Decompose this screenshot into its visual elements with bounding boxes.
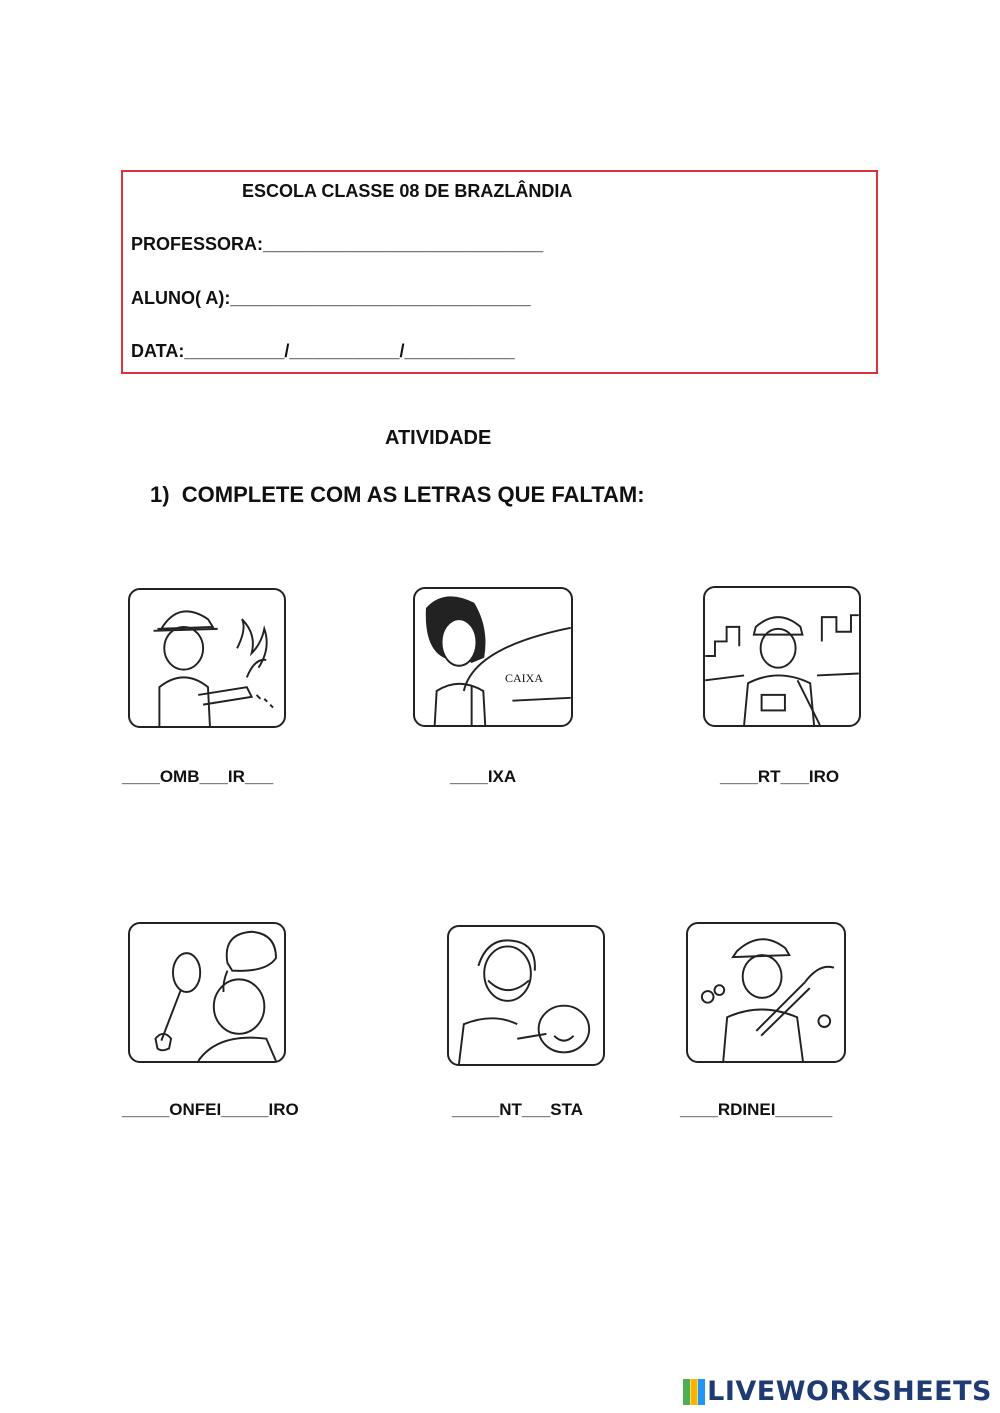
brand-name: LIVEWORKSHEETS	[707, 1376, 992, 1407]
school-name: ESCOLA CLASSE 08 DE BRAZLÂNDIA	[242, 181, 573, 201]
firefighter-picture	[128, 588, 286, 728]
word-blank-1[interactable]: ____OMB___IR___	[122, 767, 274, 786]
date-field[interactable]: DATA:__________/___________/___________	[131, 341, 515, 361]
cashier-picture	[413, 587, 573, 727]
word-blank-6[interactable]: ____RDINEI______	[680, 1100, 833, 1119]
word-blank-2[interactable]: ____IXA	[450, 767, 517, 786]
liveworksheets-brand	[683, 1376, 992, 1407]
dentist-picture	[447, 925, 605, 1066]
activity-title: ATIVIDADE	[385, 427, 492, 449]
teacher-field[interactable]: PROFESSORA:____________________________	[131, 234, 544, 254]
word-blank-4[interactable]: _____ONFEI_____IRO	[122, 1100, 299, 1119]
chef-picture	[128, 922, 286, 1063]
caixa-sign: CAIXA	[505, 671, 543, 685]
student-field[interactable]: ALUNO( A):______________________________	[131, 288, 531, 308]
gardener-picture	[686, 922, 846, 1063]
liveworksheets-logo-icon	[683, 1379, 705, 1405]
word-blank-3[interactable]: ____RT___IRO	[720, 767, 840, 786]
word-blank-5[interactable]: _____NT___STA	[452, 1100, 584, 1119]
question-text: 1) COMPLETE COM AS LETRAS QUE FALTAM:	[150, 482, 645, 507]
mail-carrier-picture	[703, 586, 861, 727]
